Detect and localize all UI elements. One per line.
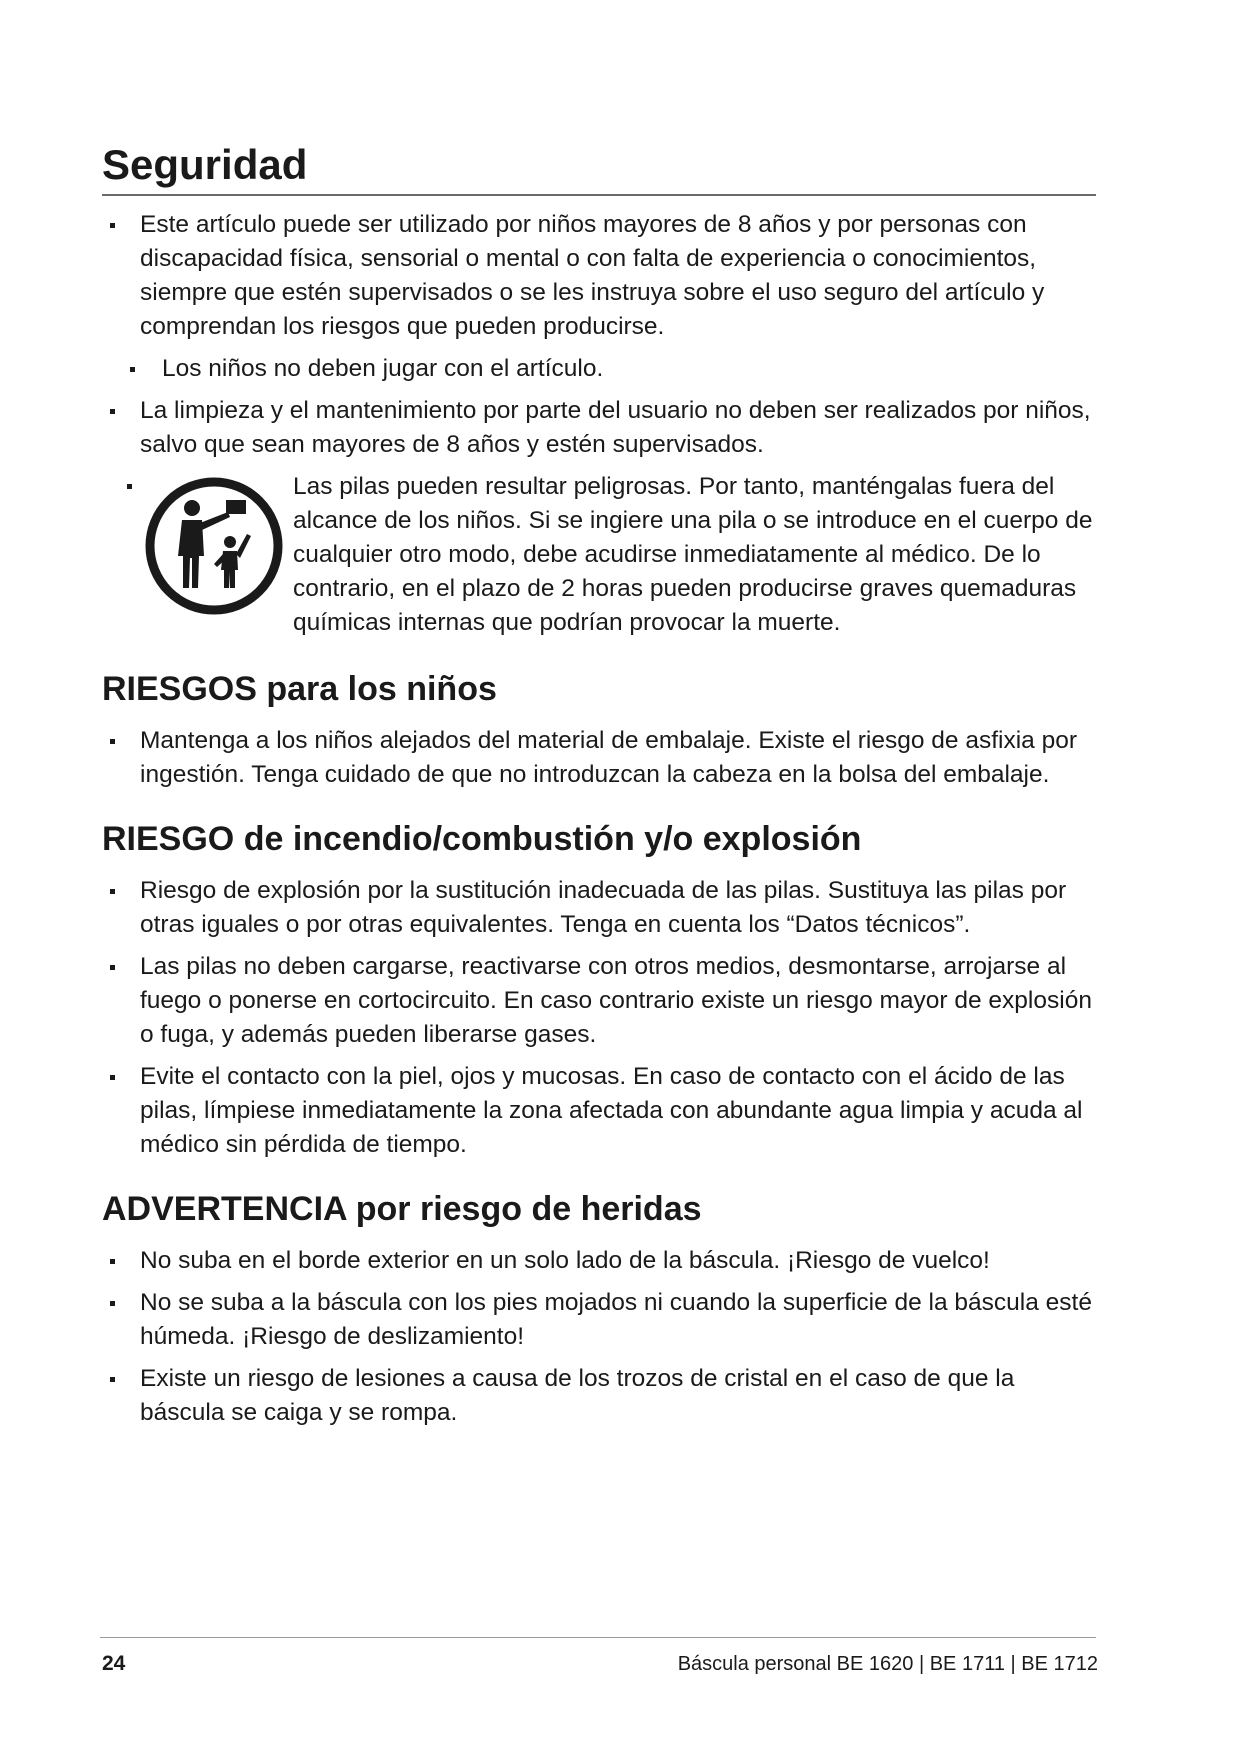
risk-item: No se suba a la báscula con los pies mojados ni cuando la superficie de la báscula esté húmeda. ¡Riesgo de deslizamiento! [102, 1286, 1096, 1354]
section-heading-fire: RIESGO de incendio/combustión y/o explosión [102, 820, 862, 858]
risk-item: Evite el contacto con la piel, ojos y mucosas. En caso de contacto con el ácido de las pilas, límpiese inmediatamente la zona afectada con abundante agua limpia y acuda al médico sin pérdida de tiempo. [102, 1060, 1096, 1162]
page-content [102, 140, 1096, 1438]
safety-item: La limpieza y el mantenimiento por parte del usuario no deben ser realizados por niños, salvo que sean mayores de 8 años y estén supervisados. [102, 394, 1096, 462]
safety-item: Los niños no deben jugar con el artículo. [102, 352, 1096, 386]
battery-warning-text: Las pilas pueden resultar peligrosas. Por tanto, manténgalas fuera del alcance de los niños. Si se ingiere una pila o se introduce en el cuerpo de cualquier otro modo, debe acudirse inmediatamente al médico. De lo contrario, en el plazo de 2 horas pueden producirse graves quemaduras químicas internas que podrían provocar la muerte. [293, 473, 1093, 636]
risk-item: No suba en el borde exterior en un solo lado de la báscula. ¡Riesgo de vuelco! [102, 1244, 1096, 1278]
battery-warning-item [102, 470, 1096, 642]
safety-list [102, 208, 1096, 642]
footer-divider [100, 1637, 1096, 1638]
section-heading-injury: ADVERTENCIA por riesgo de heridas [102, 1190, 702, 1228]
safety-item: Este artículo puede ser utilizado por niños mayores de 8 años y por personas con discapacidad física, sensorial o mental o con falta de experiencia o conocimientos, siempre que estén supervisados o se les instruya sobre el uso seguro del artículo y comprendan los riesgos que pueden producirse. [102, 208, 1096, 344]
injury-risk-list [102, 1244, 1096, 1430]
children-risk-list [102, 724, 1096, 792]
page-number: 24 [102, 1652, 126, 1675]
page-title: Seguridad [102, 140, 1096, 196]
risk-item: Las pilas no deben cargarse, reactivarse con otros medios, desmontarse, arrojarse al fuego o ponerse en cortocircuito. En caso contrario existe un riesgo mayor de explosión o fuga, y además pueden liberarse gases. [102, 950, 1096, 1052]
fire-risk-list [102, 874, 1096, 1162]
footer-product-name: Báscula personal BE 1620 | BE 1711 | BE 1712 [677, 1653, 1098, 1675]
risk-item: Mantenga a los niños alejados del material de embalaje. Existe el riesgo de asfixia por ingestión. Tenga cuidado de que no introduzcan la cabeza en la bolsa del embalaje. [102, 724, 1096, 792]
section-heading-children: RIESGOS para los niños [102, 670, 497, 708]
risk-item: Existe un riesgo de lesiones a causa de los trozos de cristal en el caso de que la báscula se caiga y se rompa. [102, 1362, 1096, 1430]
risk-item: Riesgo de explosión por la sustitución inadecuada de las pilas. Sustituya las pilas por otras iguales o por otras equivalentes. Tenga en cuenta los “Datos técnicos”. [102, 874, 1096, 942]
keep-away-from-children-icon [144, 476, 284, 616]
